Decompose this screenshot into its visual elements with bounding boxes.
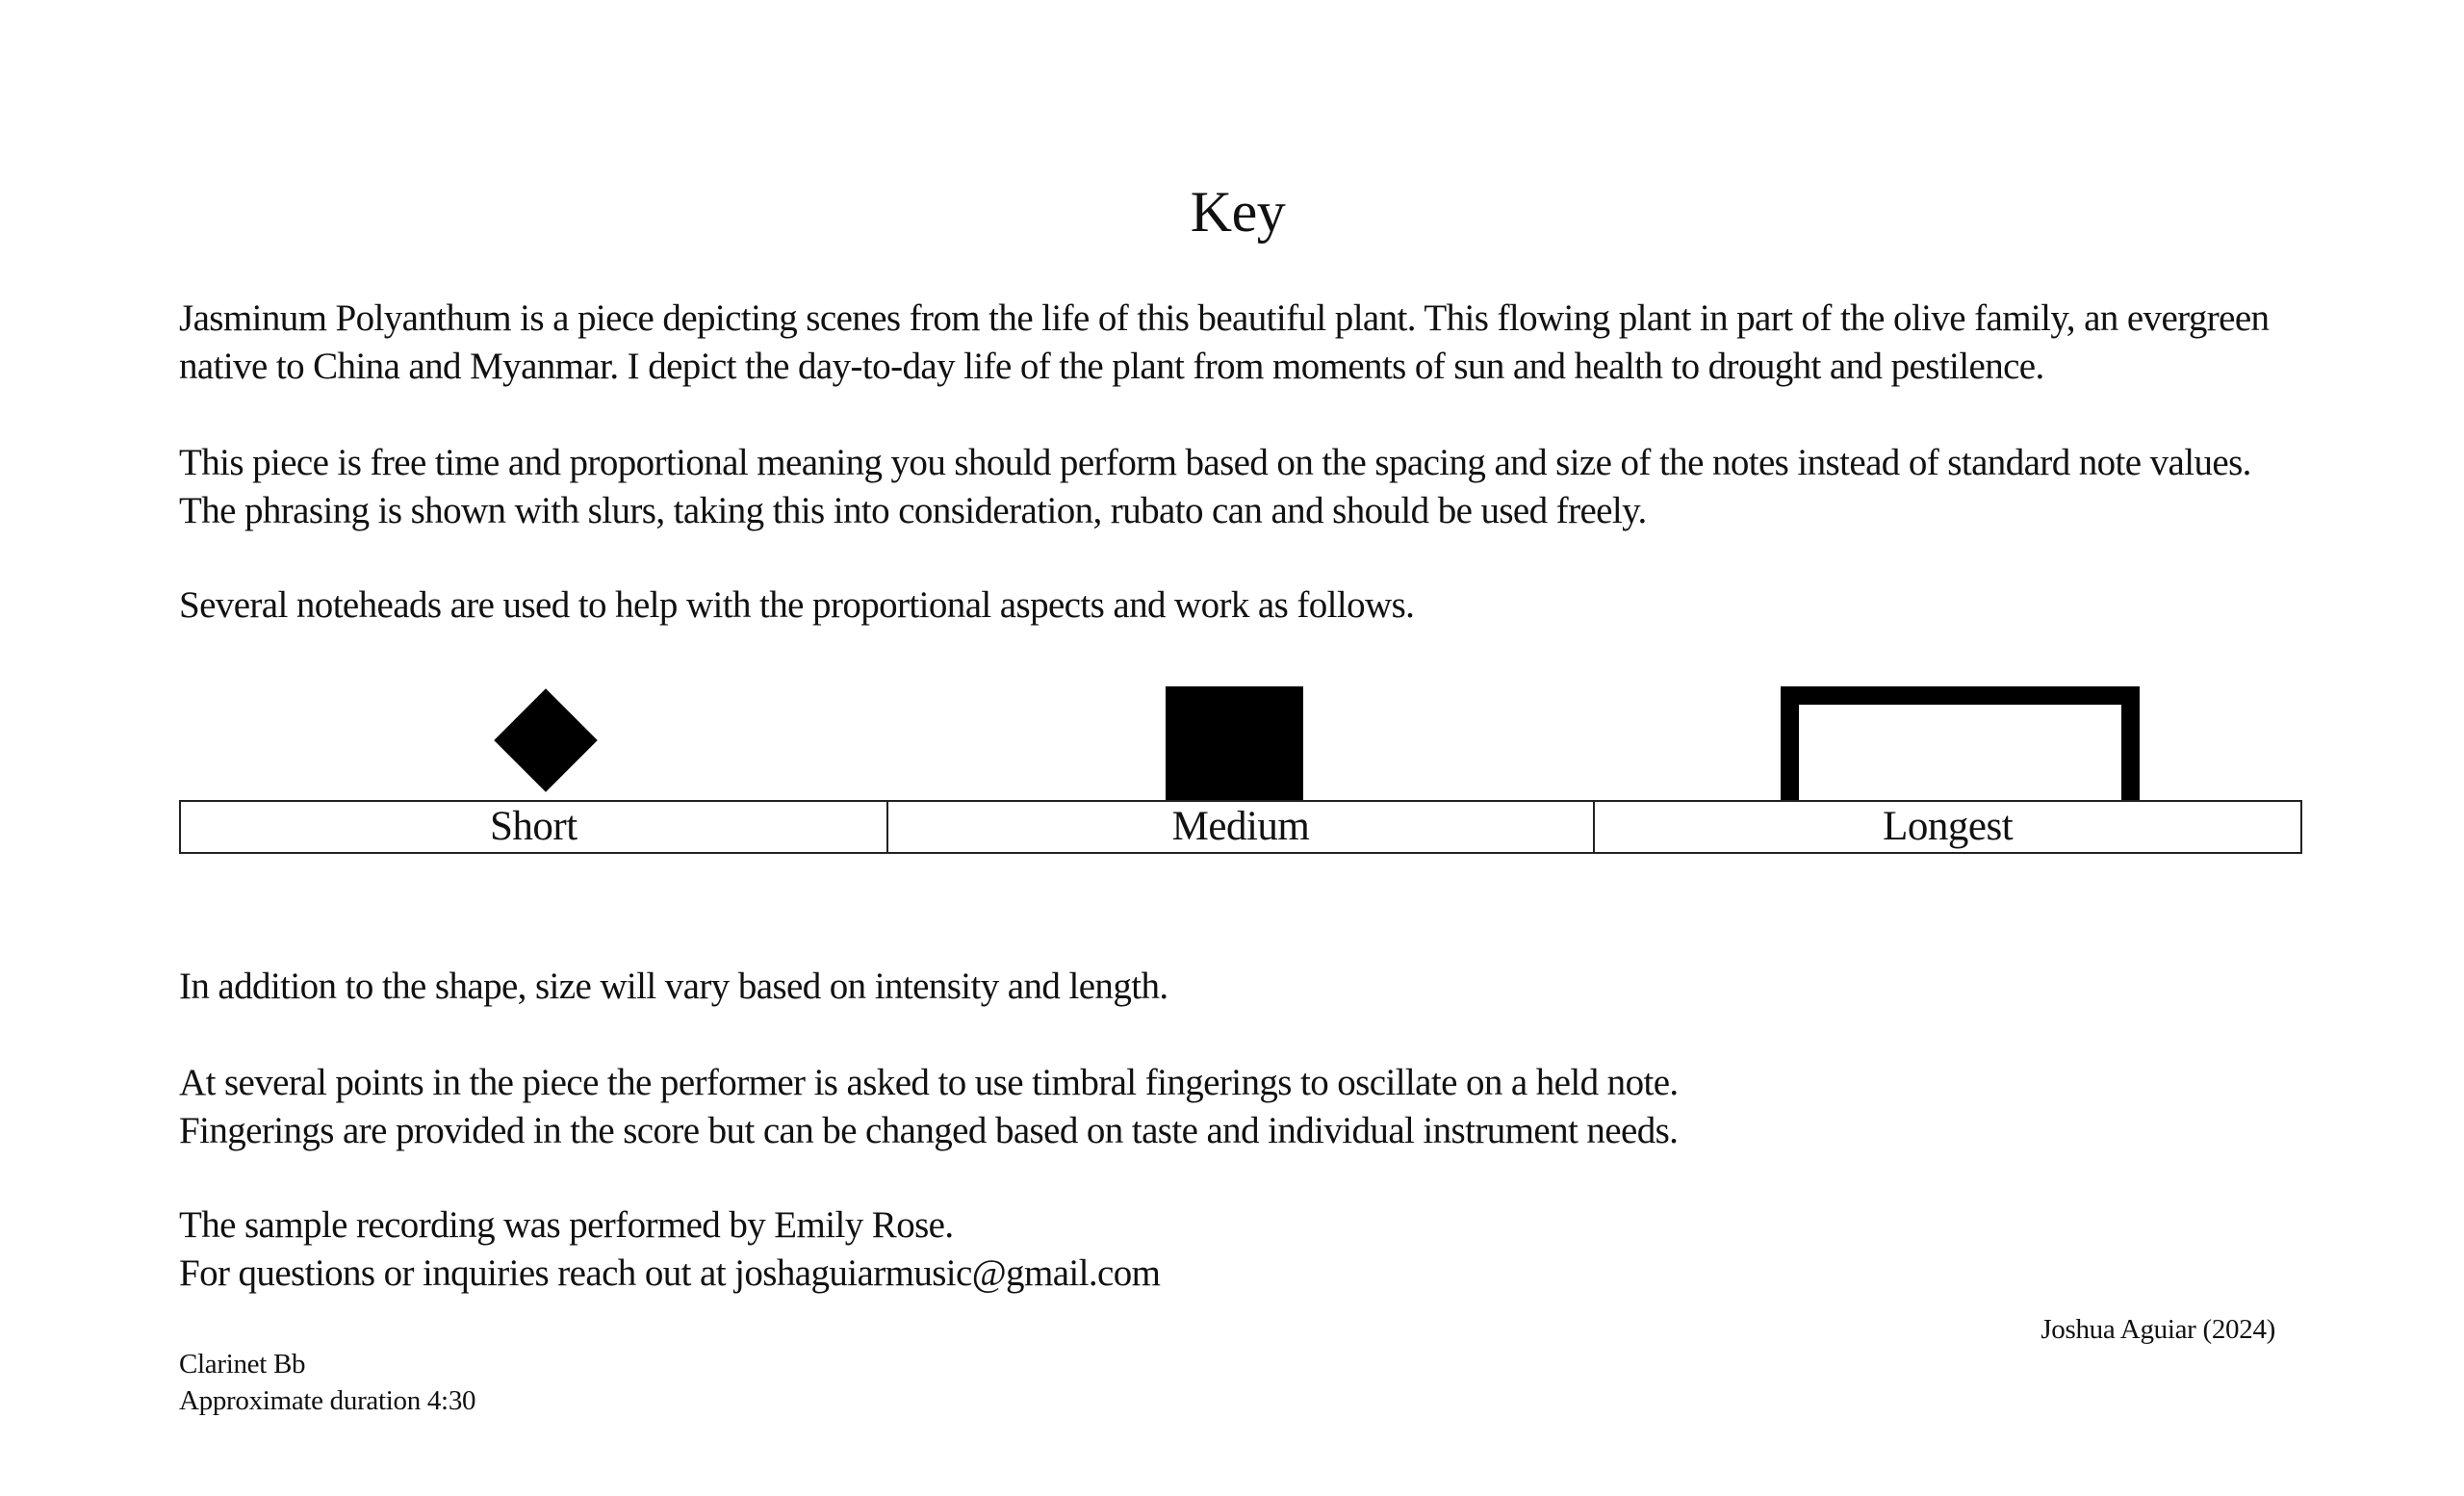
intro-paragraph: [179, 295, 2335, 391]
credits-paragraph: [179, 1201, 2335, 1298]
rectangle-notehead-icon: [1781, 686, 2140, 800]
page-title: Key: [1190, 180, 1286, 244]
legend-cell-short: Short: [180, 801, 887, 853]
noteheads-intro-line: Several noteheads are used to help with the proportional aspects and work as follows.: [179, 584, 1415, 626]
credits-line-1: The sample recording was performed by Emily Rose.: [179, 1204, 954, 1246]
instrument-label: Clarinet Bb: [179, 1349, 306, 1380]
intro-line-1: Jasminum Polyanthum is a piece depicting scenes from the life of this beautiful plant. This flowing plant in part of the olive family, an evergreen: [179, 297, 2270, 339]
fingerings-paragraph: [179, 1059, 2335, 1155]
notehead-legend-table: [179, 800, 2302, 854]
duration-label: Approximate duration 4:30: [179, 1385, 476, 1416]
diamond-notehead-wrapper: [462, 684, 635, 800]
composer-credit: Joshua Aguiar (2024): [2040, 1314, 2275, 1345]
diamond-notehead-icon: [494, 688, 597, 791]
fingerings-line-1: At several points in the piece the performer is asked to use timbral fingerings to oscillate on a held note.: [179, 1062, 1679, 1103]
square-notehead-icon: [1166, 686, 1303, 800]
legend-row: [180, 801, 2301, 853]
credits-line-2: For questions or inquiries reach out at joshaguiarmusic@gmail.com: [179, 1252, 1161, 1294]
size-paragraph: [179, 963, 2335, 1011]
noteheads-paragraph: [179, 581, 2335, 630]
intro-line-2: native to China and Myanmar. I depict the day-to-day life of the plant from moments of sun and health to drought and pestilence.: [179, 346, 2044, 387]
legend-cell-medium: Medium: [887, 801, 1595, 853]
size-note-line: In addition to the shape, size will vary based on intensity and length.: [179, 966, 1168, 1007]
score-footer: [179, 1346, 475, 1419]
legend-cell-longest: Longest: [1594, 801, 2301, 853]
timing-line-1: This piece is free time and proportional meaning you should perform based on the spacing and size of the notes instead of standard note values.: [179, 442, 2251, 483]
fingerings-line-2: Fingerings are provided in the score but can be changed based on taste and individual instrument needs.: [179, 1110, 1679, 1151]
timing-line-2: The phrasing is shown with slurs, taking this into consideration, rubato can and should be used freely.: [179, 490, 1647, 531]
timing-paragraph: [179, 439, 2335, 535]
